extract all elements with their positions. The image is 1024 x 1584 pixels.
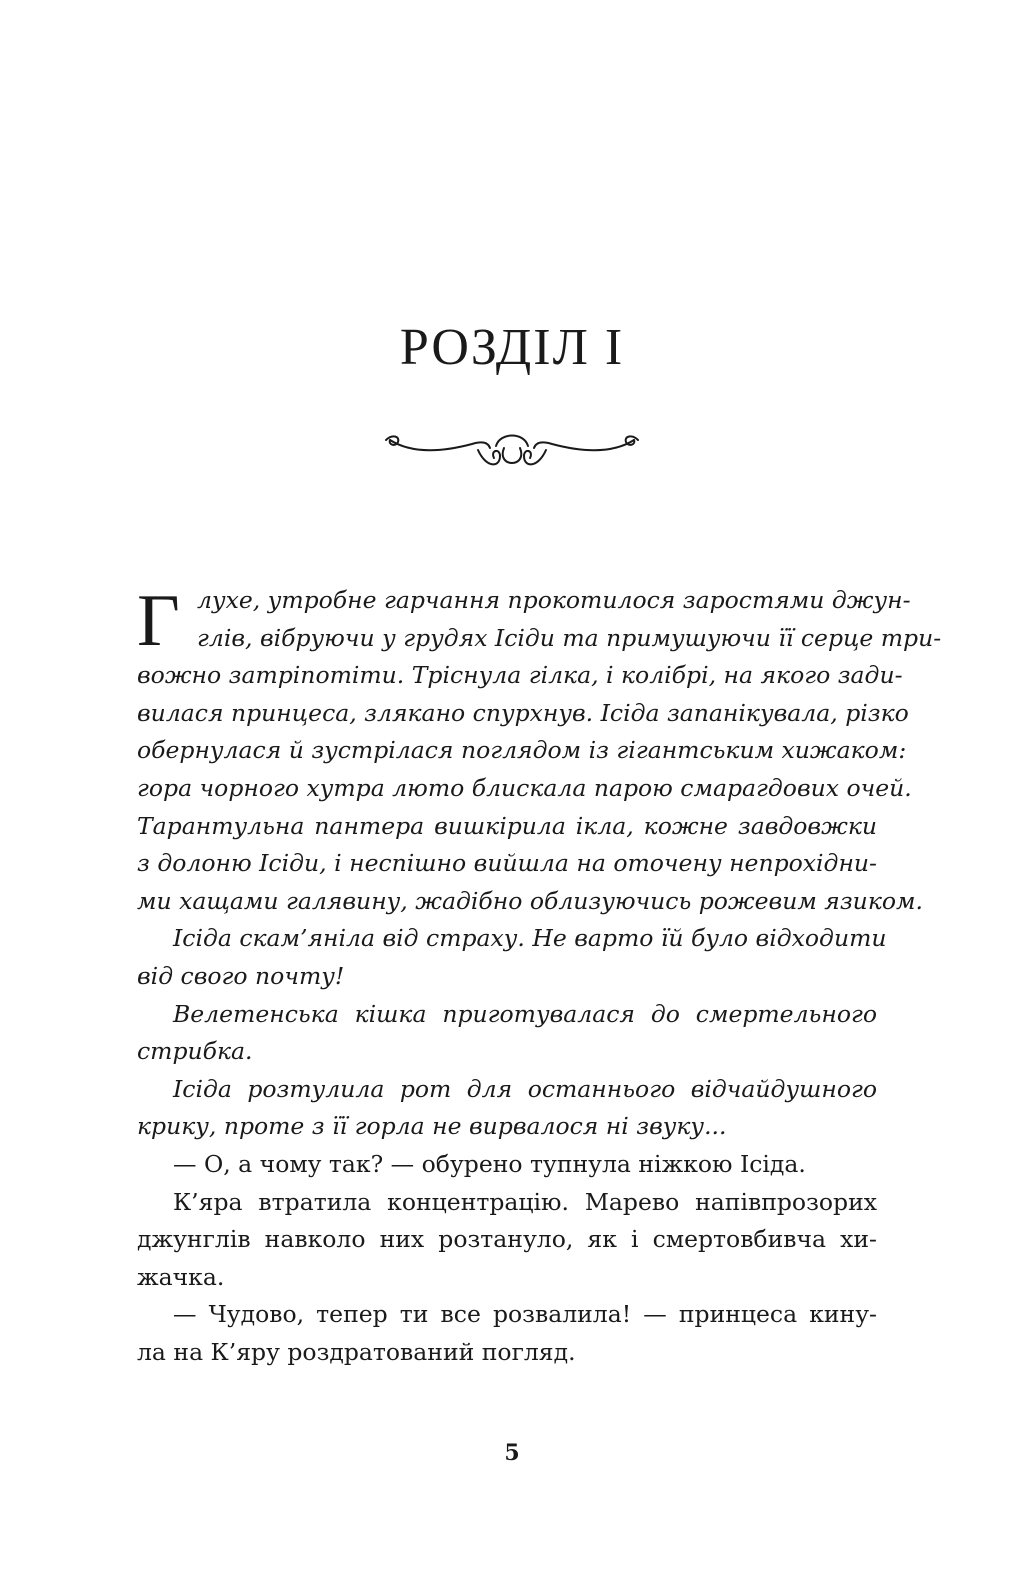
text-line: джунглів навколо них розтануло, як і смертовбивча хи- [137,1225,877,1254]
text-line: Ісіда розтулила рот для останнього відчайдушного [173,1074,877,1103]
text-line: стрибка. [137,1037,253,1066]
text-line: К’яра втратила концентрацію. Марево напівпрозорих [173,1187,877,1216]
text-line: з долоню Ісіди, і неспішно вийшла на оточену непрохідни- [137,849,877,878]
text-line: Тарантульна пантера вишкірила ікла, кожне завдовжки [137,811,877,840]
dropcap-letter: Г [137,580,180,662]
page-number: 5 [504,1440,520,1466]
flourish-divider-icon [382,428,642,476]
text-line: жачка. [137,1262,225,1291]
text-line: від свого почту! [137,961,345,990]
text-line: — Чудово, тепер ти все розвалила! — принцеса кину- [173,1300,877,1329]
text-line: Велетенська кішка приготувалася до смертельного [173,999,877,1028]
text-line: вожно затріпотіти. Тріснула гілка, і колібрі, на якого зади- [137,661,903,690]
text-line: обернулася й зустрілася поглядом із гігантським хижаком: [137,736,907,765]
text-line: — О, а чому так? — обурено тупнула ніжкою Ісіда. [173,1149,806,1178]
text-line: гора чорного хутра люто блискала парою смарагдових очей. [137,773,912,802]
text-line: Ісіда скам’яніла від страху. Не варто їй було відходити [173,924,887,953]
chapter-body [137,580,942,1371]
text-line: ми хащами галявину, жадібно облизуючись рожевим язиком. [137,886,923,915]
text-line: лухе, утробне гарчання прокотилося заростями джун- [197,586,911,614]
chapter-title: РОЗДІЛ І [399,319,625,376]
text-line: ла на К’яру роздратований погляд. [137,1337,576,1366]
text-line: глів, вібруючи у грудях Ісіди та примушуючи її серце три- [197,623,942,652]
text-line: вилася принцеса, злякано спурхнув. Ісіда запанікувала, різко [137,698,909,727]
text-line: крику, проте з її горла не вирвалося ні звуку... [137,1112,727,1141]
paragraph-lines [137,582,942,1371]
